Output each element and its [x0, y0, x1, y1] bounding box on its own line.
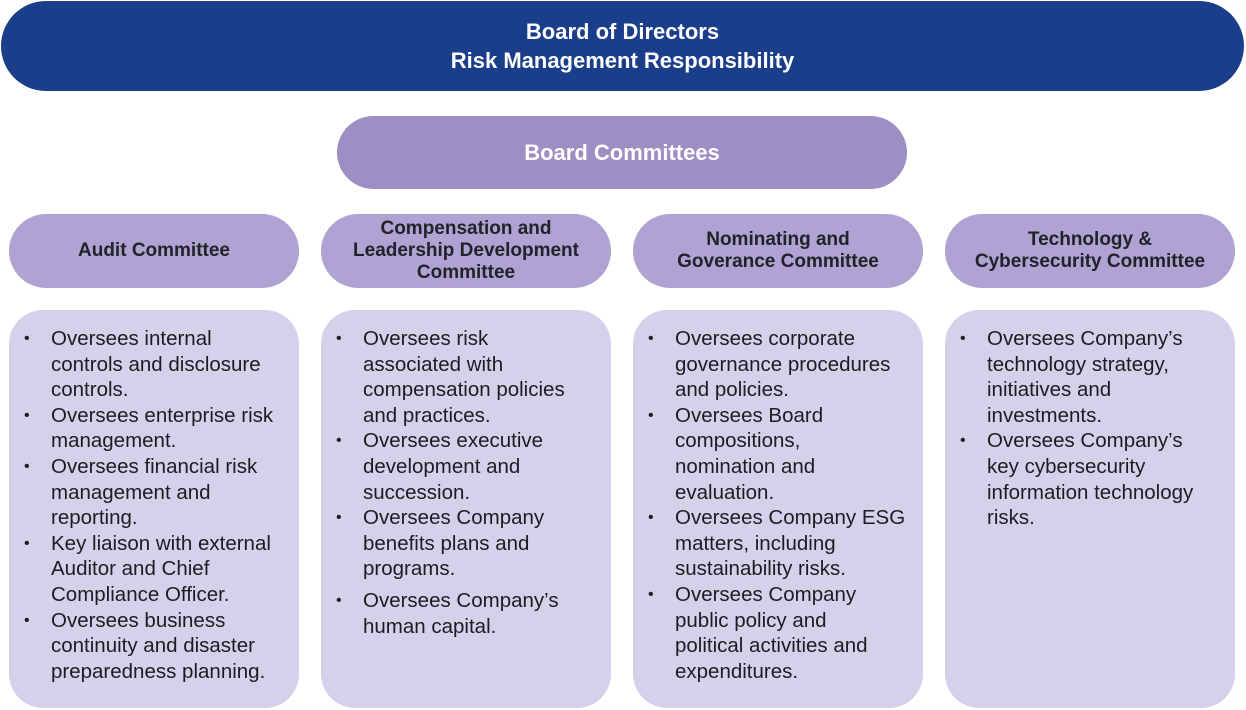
bullet-icon: • — [648, 585, 654, 603]
item-line: sustainability risks. — [675, 557, 846, 581]
bullet-icon: • — [960, 330, 966, 347]
item-line: benefits plans and — [363, 531, 530, 555]
item-line: Oversees internal — [51, 327, 212, 350]
item-line: initiatives and — [987, 378, 1112, 402]
item-line: political activities and — [675, 634, 868, 658]
item-line: Oversees financial risk — [51, 454, 258, 478]
item-line: compensation policies — [363, 378, 565, 402]
list-item — [960, 326, 1223, 428]
item-line: and policies. — [675, 378, 789, 402]
committee-name-compensation — [321, 214, 611, 288]
item-line: controls and disclosure — [51, 352, 261, 376]
item-line: Oversees corporate — [675, 327, 856, 350]
list-item — [960, 428, 1223, 530]
bullet-icon: • — [648, 406, 654, 424]
item-line: associated with — [363, 352, 504, 376]
item-line: programs. — [363, 557, 456, 581]
committee-name-nominating — [633, 214, 923, 288]
list-item — [336, 428, 599, 505]
committee-name-line: Nominating and — [706, 229, 850, 250]
item-line: information technology — [987, 480, 1194, 504]
bullet-icon: • — [24, 330, 30, 347]
item-line: reporting. — [51, 506, 138, 530]
item-line: Oversees Company — [675, 582, 857, 606]
list-item — [648, 403, 911, 505]
item-line: Key liaison with external — [51, 531, 271, 555]
committee-name-audit — [9, 214, 299, 288]
item-line: and practices. — [363, 403, 491, 427]
item-line: management and — [51, 480, 211, 504]
item-line: management. — [51, 429, 177, 453]
item-line: development and — [363, 454, 521, 478]
bullet-icon: • — [24, 534, 30, 552]
item-line: Oversees Company — [363, 506, 545, 530]
committee-responsibilities-nominating — [633, 310, 923, 708]
bullet-icon: • — [24, 406, 30, 424]
item-line: Oversees Company’s — [987, 327, 1183, 350]
list-item — [648, 505, 911, 582]
list-item — [24, 454, 287, 531]
item-line: risks. — [987, 506, 1035, 530]
bullet-icon: • — [24, 611, 30, 629]
item-line: Oversees risk — [363, 327, 489, 350]
board-committees-header — [337, 116, 907, 189]
item-line: Auditor and Chief — [51, 557, 210, 581]
item-line: Oversees Company ESG — [675, 506, 906, 530]
bullet-icon: • — [336, 509, 342, 527]
item-line: expenditures. — [675, 659, 799, 683]
list-item — [24, 608, 287, 685]
item-line: controls. — [51, 378, 129, 402]
item-line: key cybersecurity — [987, 454, 1146, 478]
item-line: technology strategy, — [987, 352, 1169, 376]
committee-name-technology — [945, 214, 1235, 288]
committee-responsibilities-audit — [9, 310, 299, 708]
item-line: compositions, — [675, 429, 801, 453]
bullet-icon: • — [24, 457, 30, 475]
item-line: succession. — [363, 480, 471, 504]
list-item — [24, 403, 287, 454]
board-title-line1: Board of Directors — [525, 19, 720, 44]
bullet-icon: • — [336, 330, 342, 347]
item-line: preparedness planning. — [51, 659, 266, 683]
list-item — [648, 582, 911, 684]
bullet-icon: • — [648, 509, 654, 527]
item-line: Oversees Company’s — [363, 588, 559, 612]
item-line: Oversees Company’s — [987, 429, 1183, 453]
list-item — [648, 326, 911, 403]
committee-responsibilities-compensation — [321, 310, 611, 708]
committee-responsibilities-technology — [945, 310, 1235, 708]
item-line: continuity and disaster — [51, 634, 255, 658]
item-line: Compliance Officer. — [51, 582, 230, 606]
responsibility-list — [633, 310, 923, 684]
bullet-icon: • — [336, 432, 342, 450]
committee-name-line: Compensation and — [380, 218, 552, 239]
responsibility-list — [321, 310, 611, 639]
board-of-directors-banner — [1, 1, 1244, 91]
item-line: Oversees Board — [675, 403, 824, 427]
board-title-line2: Risk Management Responsibility — [450, 48, 795, 73]
item-line: Oversees executive — [363, 429, 544, 453]
committee-name-line: Audit Committee — [78, 240, 230, 261]
item-line: governance procedures — [675, 352, 891, 376]
item-line: investments. — [987, 403, 1103, 427]
responsibility-list — [945, 310, 1235, 531]
list-item — [336, 588, 599, 639]
committee-name-line: Leadership Development — [353, 240, 579, 261]
item-line: public policy and — [675, 608, 827, 632]
list-item — [336, 326, 599, 428]
item-line: nomination and — [675, 454, 816, 478]
bullet-icon: • — [960, 432, 966, 450]
list-item — [336, 505, 599, 582]
responsibility-list — [9, 310, 299, 684]
committee-name-line: Cybersecurity Committee — [974, 251, 1206, 272]
board-committees-label: Board Committees — [524, 139, 720, 165]
committee-name-line: Committee — [416, 262, 516, 283]
item-line: human capital. — [363, 614, 497, 638]
bullet-icon: • — [336, 591, 342, 609]
committee-name-line: Goverance Committee — [677, 251, 879, 272]
committee-name-line: Technology & — [1027, 229, 1153, 250]
list-item — [24, 531, 287, 608]
list-item — [24, 326, 287, 403]
item-line: Oversees business — [51, 608, 226, 632]
item-line: Oversees enterprise risk — [51, 403, 274, 427]
item-line: matters, including — [675, 531, 836, 555]
bullet-icon: • — [648, 330, 654, 347]
item-line: evaluation. — [675, 480, 775, 504]
